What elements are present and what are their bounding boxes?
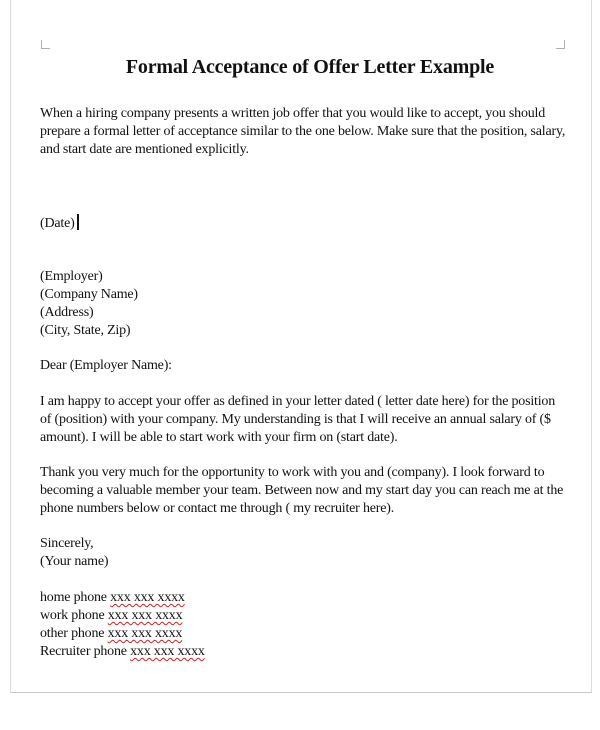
crop-mark-top-right — [556, 40, 565, 49]
body-line: Thank you very much for the opportunity to work with you and (company). I look forward to — [40, 465, 545, 480]
employer-block — [40, 268, 560, 340]
body-line: amount). I will be able to start work with your firm on (start date). — [40, 430, 398, 445]
employer-line: (Employer) — [40, 269, 103, 284]
phone-row-home — [40, 589, 560, 607]
phone-label: other phone — [40, 626, 108, 641]
salutation: Dear (Employer Name): — [40, 358, 172, 373]
body-paragraph-2 — [40, 464, 564, 518]
phone-number: xxx xxx xxxx — [110, 590, 185, 605]
body-paragraph-1 — [40, 393, 560, 447]
crop-mark-top-left — [41, 40, 50, 49]
employer-line: (City, State, Zip) — [40, 323, 131, 338]
intro-paragraph — [40, 105, 566, 159]
signature-name: (Your name) — [40, 554, 109, 569]
employer-line: (Address) — [40, 305, 94, 320]
phone-label: work phone — [40, 608, 108, 623]
closing-line: Sincerely, — [40, 536, 94, 551]
body-line: I am happy to accept your offer as defined in your letter dated ( letter date here) for the position — [40, 394, 556, 409]
phone-row-other — [40, 625, 560, 643]
intro-line: prepare a formal letter of acceptance similar to the one below. Make sure that the position, salary, — [40, 124, 566, 139]
phone-list — [40, 589, 560, 661]
date-text: (Date) — [40, 216, 75, 231]
document-title: Formal Acceptance of Offer Letter Example — [125, 56, 495, 78]
body-line: of (position) with your company. My understanding is that I will receive an annual salary of ($ — [40, 412, 551, 427]
phone-number: xxx xxx xxxx — [107, 608, 183, 623]
phone-label: home phone — [40, 590, 111, 605]
date-line[interactable] — [40, 214, 560, 233]
phone-label: Recruiter phone — [40, 644, 131, 659]
text-cursor — [77, 214, 79, 230]
phone-number: xxx xxx xxxx — [107, 626, 183, 641]
phone-row-recruiter — [40, 643, 560, 661]
body-line: phone numbers below or contact me through ( my recruiter here). — [40, 501, 394, 516]
intro-line: When a hiring company presents a written job offer that you would like to accept, you should — [40, 106, 546, 121]
employer-line: (Company Name) — [40, 287, 138, 302]
intro-line: and start date are mentioned explicitly. — [40, 142, 249, 157]
closing-block — [40, 535, 560, 571]
phone-row-work — [40, 607, 560, 625]
phone-number: xxx xxx xxxx — [130, 644, 205, 659]
body-line: becoming a valuable member your team. Between now and my start day you can reach me at the — [40, 483, 564, 498]
